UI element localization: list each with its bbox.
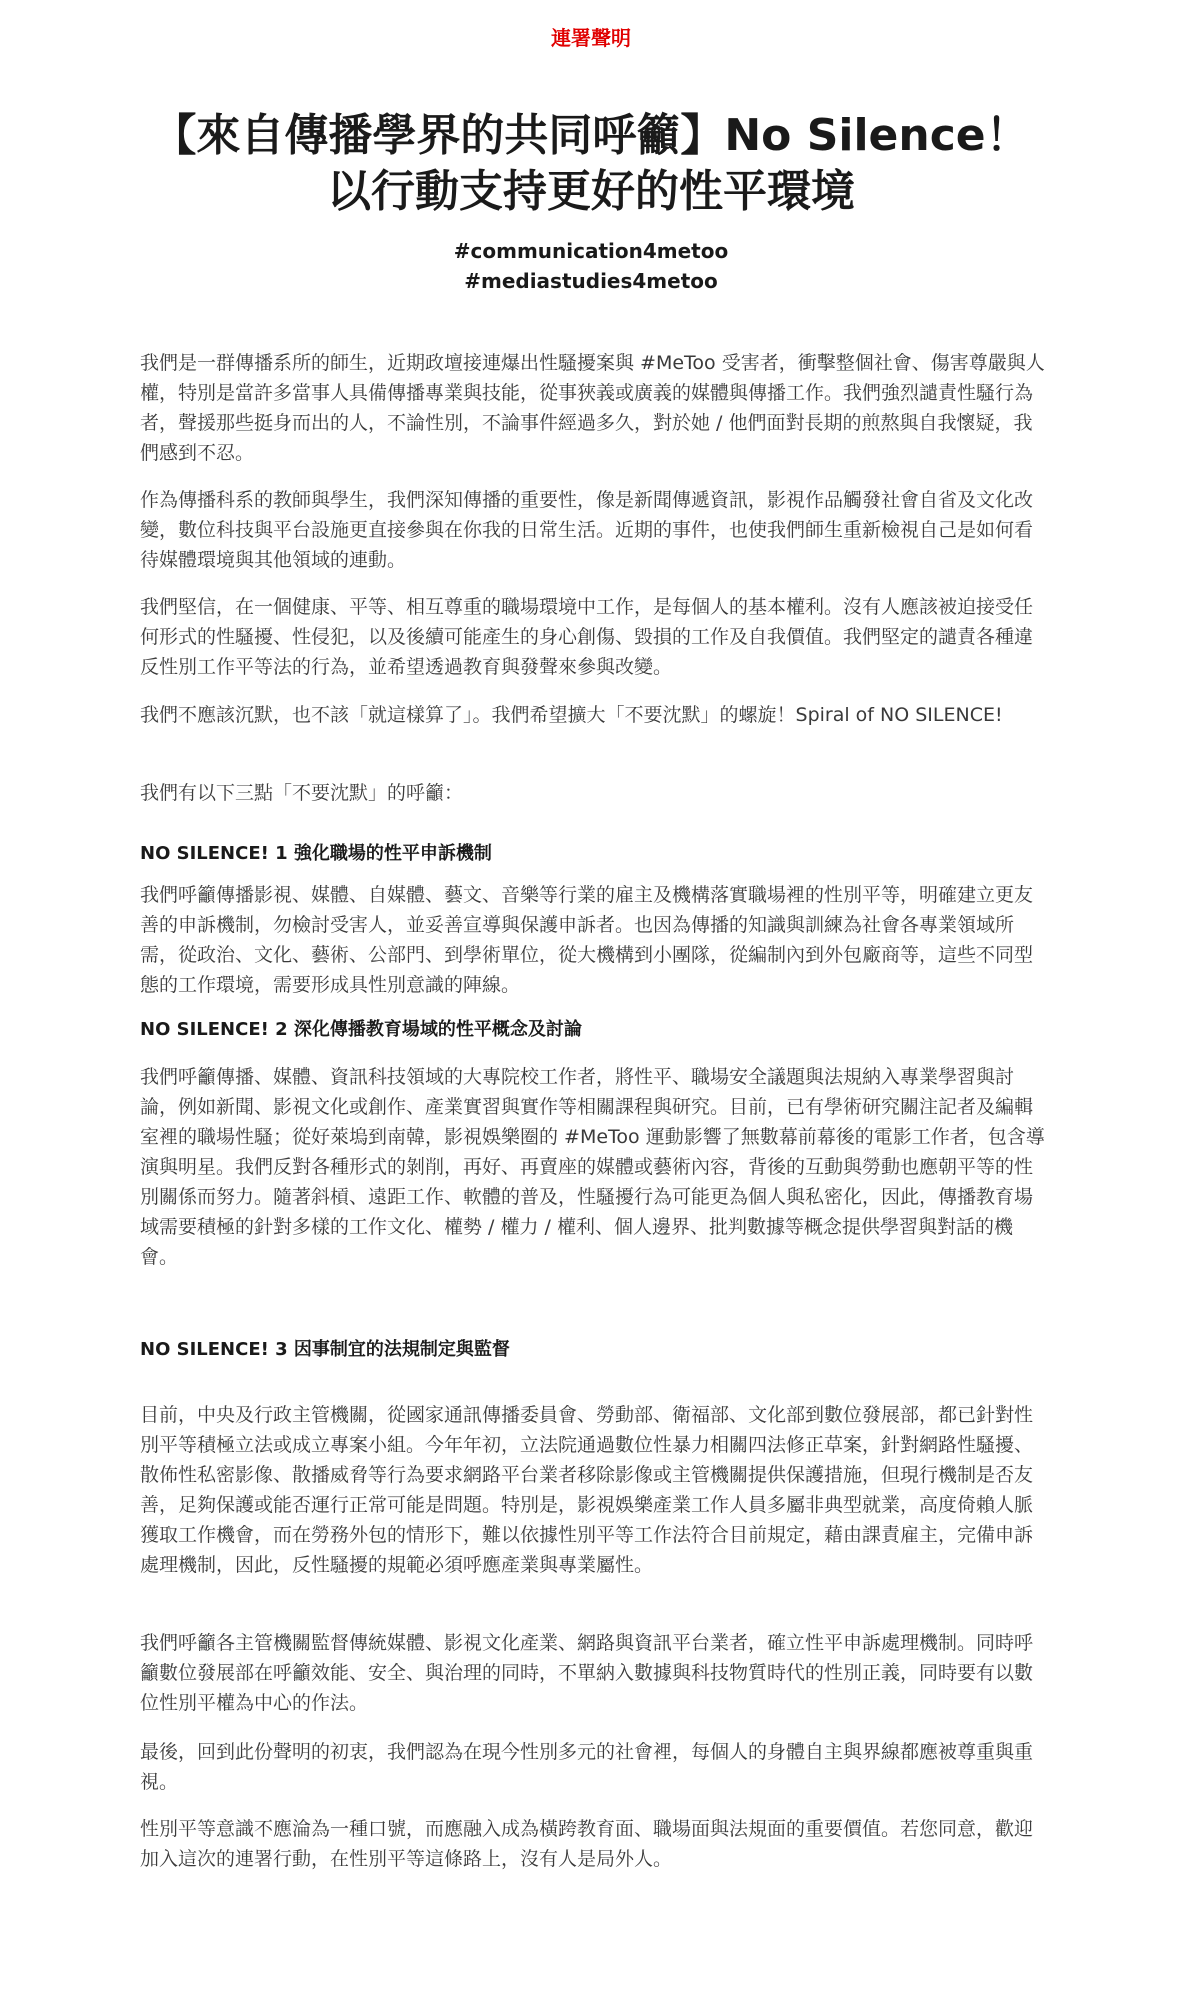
section-3-body bbox=[140, 1628, 1048, 1718]
intro-paragraph bbox=[140, 592, 1048, 682]
closing-paragraph bbox=[140, 1814, 1048, 1874]
paragraph-text: 我們堅信，在一個健康、平等、相互尊重的職場環境中工作，是每個人的基本權利。沒有人應該被迫接受任何形式的性騷擾、性侵犯，以及後續可能產生的身心創傷、毀損的工作及自我價值。我們堅定的譴責各種違反性別工作平等法的行為，並希望透過教育與發聲來參與改變。 bbox=[140, 596, 1034, 678]
paragraph-text: 我們是一群傳播系所的師生，近期政壇接連爆出性騷擾案與 #MeToo 受害者，衝擊整個社會、傷害尊嚴與人權，特別是當許多當事人具備傳播專業與技能，從事狹義或廣義的媒體與傳播工作。我們強烈譴責性騷行為者，聲援那些挺身而出的人，不論性別，不論事件經過多久，對於她 / 他們面對長期的煎熬與自我懷疑，我們感到不忍。 bbox=[140, 352, 1045, 464]
paragraph-text: 我們呼籲各主管機關監督傳統媒體、影視文化產業、網路與資訊平台業者，確立性平申訴處理機制。同時呼籲數位發展部在呼籲效能、安全、與治理的同時，不單納入數據與科技物質時代的性別正義，同時要有以數位性別平權為中心的作法。 bbox=[140, 1632, 1034, 1714]
paragraph-text: 作為傳播科系的教師與學生，我們深知傳播的重要性，像是新聞傳遞資訊，影視作品觸發社會自省及文化改變，數位科技與平台設施更直接參與在你我的日常生活。近期的事件，也使我們師生重新檢視自己是如何看待媒體環境與其他領域的連動。 bbox=[140, 489, 1034, 571]
section-3-body bbox=[140, 1400, 1048, 1580]
title-line-1: 【來自傳播學界的共同呼籲】No Silence！ bbox=[152, 110, 1030, 161]
category-label: 連署聲明 bbox=[551, 26, 631, 50]
section-heading: NO SILENCE! 2 深化傳播教育場域的性平概念及討論 bbox=[140, 1019, 582, 1040]
paragraph-text: 最後，回到此份聲明的初衷，我們認為在現今性別多元的社會裡，每個人的身體自主與界線都應被尊重與重視。 bbox=[140, 1741, 1034, 1793]
paragraph-text: 我們有以下三點「不要沈默」的呼籲： bbox=[140, 782, 464, 804]
section-2-body bbox=[140, 1062, 1048, 1272]
paragraph-text: 目前，中央及行政主管機關，從國家通訊傳播委員會、勞動部、衛福部、文化部到數位發展部，都已針對性別平等積極立法或成立專案小組。今年年初，立法院通過數位性暴力相關四法修正草案，針對網路性騷擾、散佈性私密影像、散播威脅等行為要求網路平台業者移除影像或主管機關提供保護措施，但現行機制是否友善，足夠保護或能否運行正常可能是問題。特別是，影視娛樂產業工作人員多屬非典型就業，高度倚賴人脈獲取工作機會，而在勞務外包的情形下，難以依據性別平等工作法符合目前規定，藉由課責雇主，完備申訴處理機制，因此，反性騷擾的規範必須呼應產業與專業屬性。 bbox=[140, 1404, 1034, 1576]
hashtag: #mediastudies4metoo bbox=[464, 269, 718, 293]
intro-paragraph bbox=[140, 348, 1048, 468]
intro-paragraph bbox=[140, 485, 1048, 575]
hashtag-block bbox=[0, 236, 1182, 296]
paragraph-text: 我們呼籲傳播影視、媒體、自媒體、藝文、音樂等行業的雇主及機構落實職場裡的性別平等，明確建立更友善的申訴機制，勿檢討受害人，並妥善宣導與保護申訴者。也因為傳播的知識與訓練為社會各專業領域所需，從政治、文化、藝術、公部門、到學術單位，從大機構到小團隊，從編制內到外包廠商等，這些不同型態的工作環境，需要形成具性別意識的陣線。 bbox=[140, 884, 1034, 996]
section-heading: NO SILENCE! 1 強化職場的性平申訴機制 bbox=[140, 843, 492, 864]
section-heading-1 bbox=[140, 840, 1048, 868]
section-heading: NO SILENCE! 3 因事制宜的法規制定與監督 bbox=[140, 1339, 510, 1360]
paragraph-text: 性別平等意識不應淪為一種口號，而應融入成為橫跨教育面、職場面與法規面的重要價值。若您同意，歡迎加入這次的連署行動，在性別平等這條路上，沒有人是局外人。 bbox=[140, 1818, 1034, 1870]
page-title bbox=[0, 108, 1182, 220]
paragraph-text: 我們呼籲傳播、媒體、資訊科技領域的大專院校工作者，將性平、職場安全議題與法規納入專業學習與討論，例如新聞、影視文化或創作、產業實習與實作等相關課程與研究。目前，已有學術研究關注記者及編輯室裡的職場性騷；從好萊塢到南韓，影視娛樂圈的 #MeToo 運動影響了無數幕前幕後的電影工作者，包含導演與明星。我們反對各種形式的剝削，再好、再賣座的媒體或藝術內容，背後的互動與勞動也應朝平等的性別關係而努力。隨著斜槓、遠距工作、軟體的普及，性騷擾行為可能更為個人與私密化，因此，傳播教育場域需要積極的針對多樣的工作文化、權勢 / 權力 / 權利、個人邊界、批判數據等概念提供學習與對話的機會。 bbox=[140, 1066, 1045, 1268]
section-heading-2 bbox=[140, 1016, 1048, 1044]
section-1-body bbox=[140, 880, 1048, 1000]
intro-paragraph bbox=[140, 700, 1048, 730]
title-line-2: 以行動支持更好的性平環境 bbox=[327, 166, 855, 217]
closing-paragraph bbox=[140, 1737, 1048, 1797]
paragraph-text: 我們不應該沉默，也不該「就這樣算了」。我們希望擴大「不要沈默」的螺旋！Spiral of NO SILENCE! bbox=[140, 704, 1003, 726]
section-heading-3 bbox=[140, 1336, 1048, 1364]
intro-paragraph bbox=[140, 778, 1048, 808]
hashtag: #communication4metoo bbox=[453, 239, 729, 263]
